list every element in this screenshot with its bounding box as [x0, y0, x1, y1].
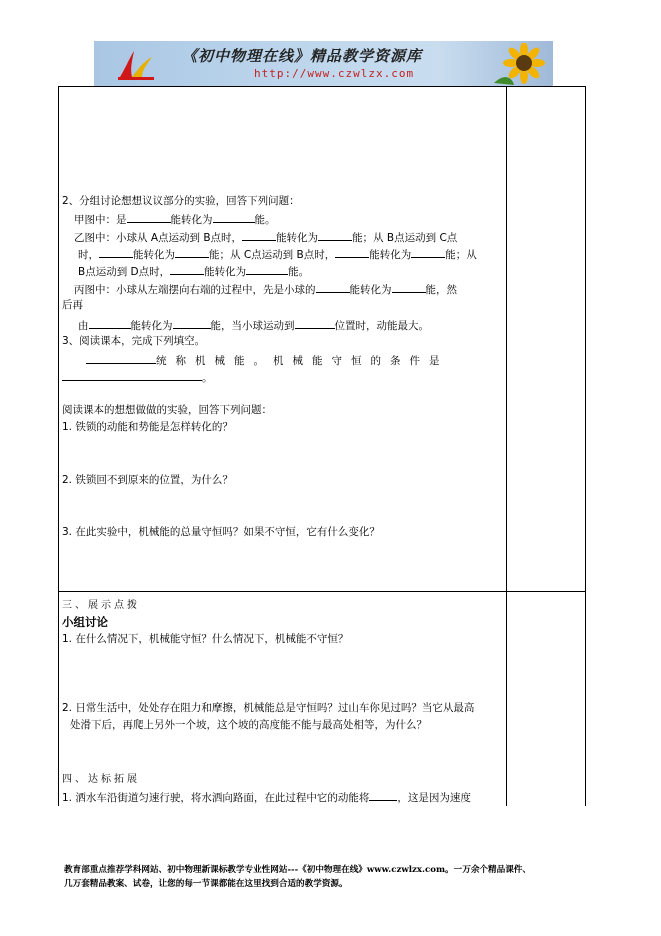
read-question-2: 2. 铁锁回不到原来的位置，为什么？	[62, 474, 233, 486]
read-question-3: 3. 在此实验中，机械能的总量守恒吗？如果不守恒，它有什么变化？	[62, 526, 380, 538]
blank[interactable]	[173, 317, 211, 329]
sunflower-icon	[494, 43, 552, 85]
q2-intro: 2、分组讨论想想议议部分的实验，回答下列问题：	[62, 195, 300, 207]
read-question-1: 1. 铁锁的动能和势能是怎样转化的？	[62, 421, 233, 433]
blank[interactable]	[213, 211, 255, 223]
blank[interactable]	[369, 789, 397, 801]
bing-line-1: 丙图中：小球从左端摆向右端的过程中，先是小球的 能转化为 能，然	[74, 281, 457, 299]
blank[interactable]	[316, 281, 350, 293]
section-subheading-discussion: 小组讨论	[62, 615, 108, 629]
footer-line-2: 几万套精品教案、试卷，让您的每一节课都能在这里找到合适的教学资源。	[64, 879, 348, 889]
jia-line: 甲图中：是 能转化为 能。	[74, 211, 276, 229]
footer-line-1: 教育部重点推荐学科网站、初中物理新课标教学专业性网站---《初中物理在线》www.czwlzx.com。一万余个精品课件、	[64, 865, 531, 875]
blank[interactable]	[246, 263, 288, 275]
discussion-question-2-line-1: 2. 日常生活中，处处存在阻力和摩擦，机械能总是守恒吗？过山车你见过吗？当它从最高	[62, 702, 475, 714]
bing-line-2: 后再	[62, 299, 83, 311]
blank[interactable]	[242, 229, 276, 241]
q3-line-2: 。	[62, 369, 213, 387]
banner-url: http://www.czwlzx.com	[254, 67, 415, 80]
yi-line-2: 时， 能转化为 能；从 C点运动到 B点时， 能转化为 能；从	[78, 246, 477, 264]
blank[interactable]	[295, 317, 335, 329]
blank[interactable]	[411, 246, 445, 258]
blank[interactable]	[62, 369, 202, 381]
read-intro: 阅读课本的想想做做的实验，回答下列问题：	[62, 404, 272, 416]
table-row-divider	[58, 591, 586, 592]
section-heading-show: 三、展示点拨	[62, 600, 140, 611]
q3-intro: 3、阅读课本，完成下列填空。	[62, 335, 206, 347]
yi-line-3: B点运动到 D点时， 能转化为 能。	[78, 263, 309, 281]
yi-line-1: 乙图中：小球从 A点运动到 B点时， 能转化为 能；从 B点运动到 C点	[74, 229, 457, 247]
blank[interactable]	[318, 229, 352, 241]
discussion-question-1: 1. 在什么情况下，机械能守恒？什么情况下，机械能不守恒？	[62, 633, 349, 645]
discussion-question-2-line-2: 处滑下后，再爬上另外一个坡，这个坡的高度能不能与最高处相等，为什么？	[70, 719, 427, 731]
section-heading-extend: 四、达标拓展	[62, 774, 140, 785]
site-logo-icon	[116, 47, 156, 83]
banner-title: 《初中物理在线》精品教学资源库	[182, 47, 423, 65]
table-border-left	[58, 86, 59, 806]
extend-question-1: 1. 洒水车沿街道匀速行驶，将水洒向路面，在此过程中它的动能将 ，这是因为速度	[62, 789, 471, 807]
blank[interactable]	[170, 263, 204, 275]
page-footer	[64, 863, 624, 891]
blank[interactable]	[127, 211, 171, 223]
blank[interactable]	[335, 246, 369, 258]
blank[interactable]	[175, 246, 209, 258]
blank[interactable]	[86, 352, 156, 364]
blank[interactable]	[89, 317, 131, 329]
q3-line-1: 统称机械能。机械能守恒的条件是	[86, 352, 449, 370]
table-border-right	[585, 86, 586, 806]
table-column-divider	[506, 86, 507, 806]
blank[interactable]	[392, 281, 426, 293]
blank[interactable]	[99, 246, 133, 258]
bing-line-3: 由 能转化为 能，当小球运动到 位置时，动能最大。	[78, 317, 429, 335]
header-banner	[94, 41, 553, 86]
